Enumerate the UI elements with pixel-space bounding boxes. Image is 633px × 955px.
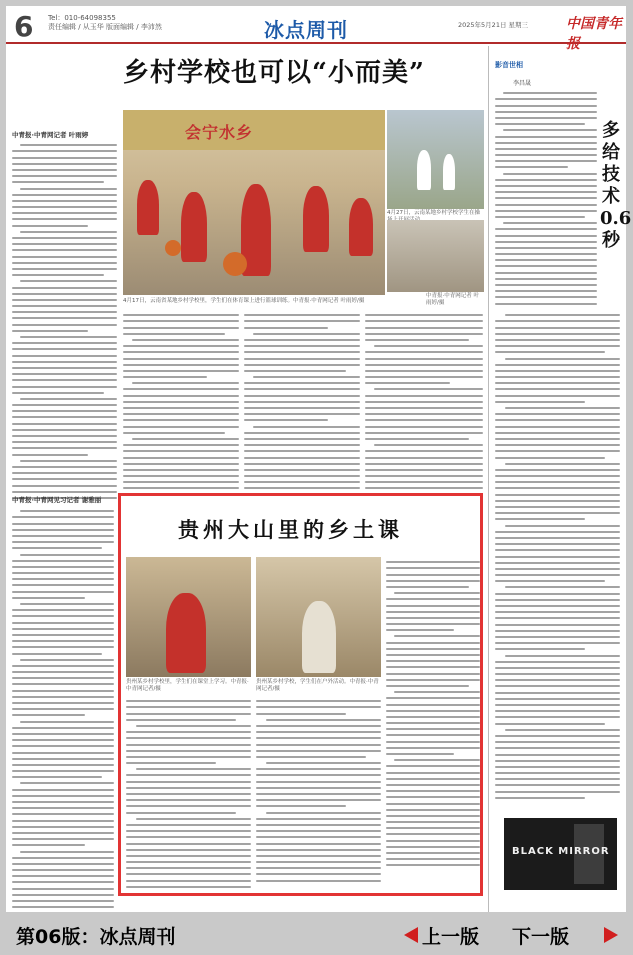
photo-caption: 4月17日，云南省某地乡村学校里，学生们在体育课上进行篮球训练。中青报·中青网记者 叶雨婷/摄 — [123, 298, 365, 304]
basketball — [223, 252, 247, 276]
column-divider — [488, 46, 489, 912]
school-sign: 会宁水乡 — [185, 123, 254, 142]
article2-text-column — [126, 696, 251, 888]
section-title: 冰点周刊 — [264, 18, 348, 42]
article-text-column — [244, 310, 360, 488]
article2-headline: 贵州大山里的乡土课 — [178, 517, 403, 542]
poster-title: BLACK MIRROR — [512, 846, 610, 857]
student-figure — [181, 192, 207, 262]
page-header — [6, 6, 626, 52]
student-figure — [137, 180, 159, 235]
header-info — [48, 14, 162, 32]
edition-title: 第06版：冰点周刊 — [16, 926, 176, 948]
sidebar-text-column — [495, 310, 620, 814]
newspaper-page — [6, 6, 632, 912]
article2-photo-left — [126, 557, 251, 677]
basketball — [165, 240, 181, 256]
main-photo — [123, 110, 385, 295]
student-figure — [166, 593, 206, 673]
student-figure — [302, 601, 336, 673]
side-photo-bottom — [387, 220, 484, 292]
page-number: 6 — [14, 10, 34, 43]
article-byline: 中青报·中青网见习记者 谢雅丽 — [12, 496, 102, 504]
photo-credit: 中青报·中青网记者 叶雨婷/摄 — [426, 293, 479, 306]
article-byline: 中青报·中青网记者 叶雨婷 — [12, 131, 89, 139]
column-author: 李昌晟 — [513, 80, 532, 87]
side-photo-top — [387, 110, 484, 209]
article-headline: 乡村学校也可以“小而美” — [123, 58, 425, 88]
header-phone: Tel：010-64098355 — [48, 14, 116, 22]
article-text-column — [123, 310, 239, 488]
prev-page-link[interactable]: 上一版 — [422, 926, 480, 948]
student-figure — [443, 154, 455, 190]
brand-logo: 中国青年报 — [566, 16, 622, 52]
next-page-link[interactable]: 下一版 — [512, 926, 570, 948]
student-figure — [417, 150, 431, 190]
sidebar-headline: 多给技术0.6秒 — [600, 120, 632, 251]
school-wall — [123, 110, 385, 150]
photo-caption: 贵州某乡村学校，学生们在户外活动。中青报·中青网记者/摄 — [256, 679, 379, 692]
article-text-column — [365, 310, 483, 488]
page-navigation — [0, 912, 633, 955]
issue-date: 2025年5月21日 星期三 — [458, 21, 529, 29]
article-text-column — [12, 506, 114, 898]
movie-poster-image — [504, 818, 617, 890]
header-editors: 责任编辑 / 从玉华 版面编辑 / 李沛然 — [48, 23, 162, 31]
photo-caption: 贵州某乡村学校里，学生们在课堂上学习。中青报·中青网记者/摄 — [126, 679, 249, 692]
sidebar-text-column — [495, 88, 597, 306]
student-figure — [349, 198, 373, 256]
article2-photo-right — [256, 557, 381, 677]
column-tag: 影音世相 — [495, 61, 523, 69]
article-text-column — [12, 140, 117, 486]
next-arrow-icon[interactable] — [604, 927, 618, 943]
photo-caption: 4月27日，云南某地乡村学校学生在操 — [387, 210, 480, 216]
student-figure — [303, 186, 329, 252]
article2-text-column — [256, 696, 381, 888]
article2-text-column — [386, 557, 480, 888]
prev-arrow-icon[interactable] — [404, 927, 418, 943]
